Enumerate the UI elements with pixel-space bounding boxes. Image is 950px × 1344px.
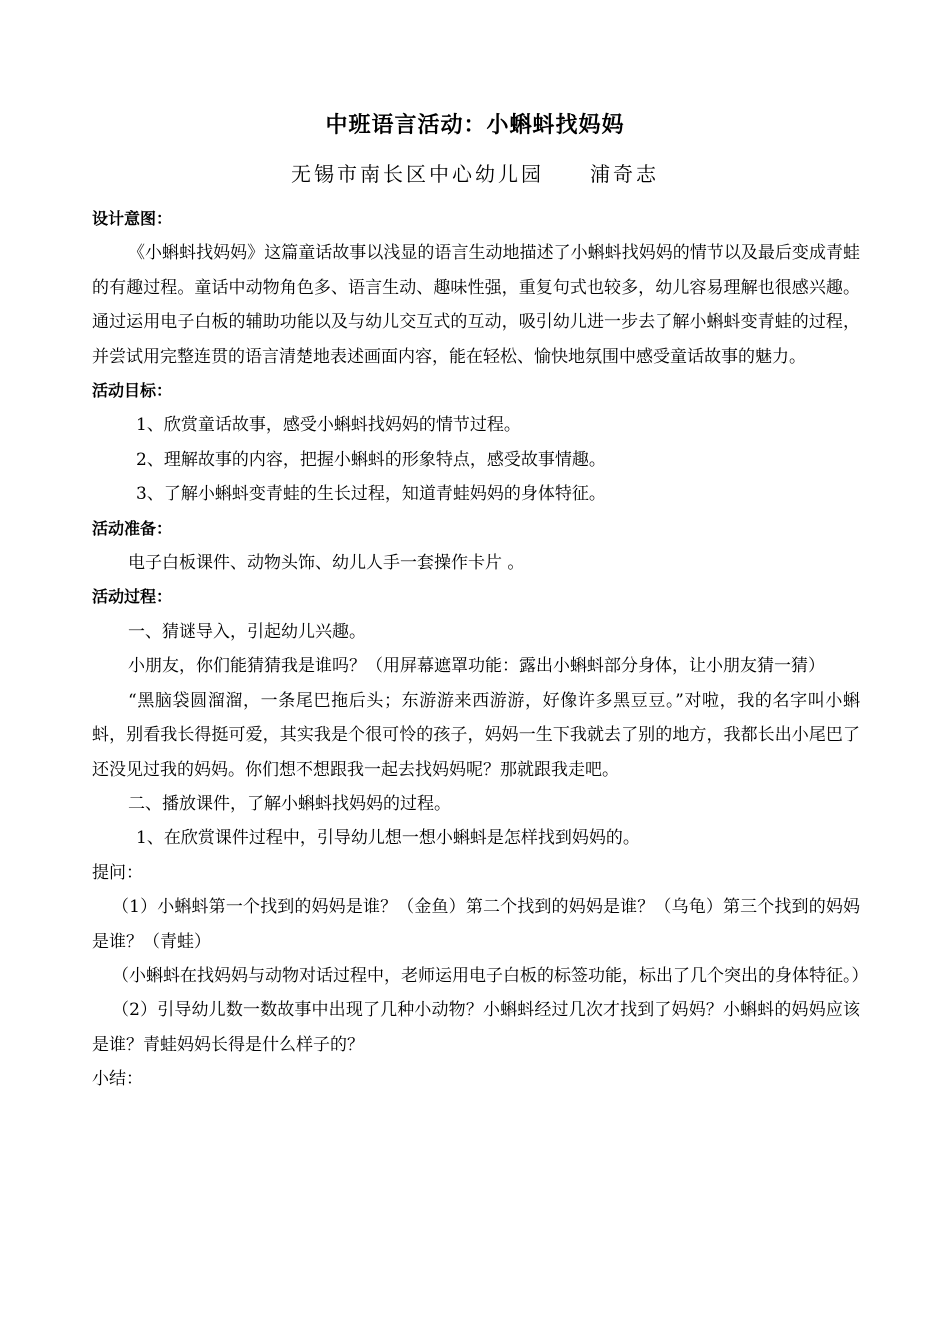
- prep-paragraph: 电子白板课件、动物头饰、幼儿人手一套操作卡片 。: [128, 553, 525, 574]
- goal-item-3: 3、了解小蝌蚪变青蛙的生长过程，知道青蛙妈妈的身体特征。: [136, 484, 606, 505]
- prep-heading: 活动准备：: [92, 518, 173, 538]
- question-label: 提问：: [92, 862, 143, 883]
- question-2: （2）引导幼儿数一数故事中出现了几种小动物？小蝌蚪经过几次才找到了妈妈？小蝌蚪的妈妈应该是谁？青蛙妈妈长得是什么样子的？: [92, 1000, 860, 1055]
- goal-item-2: 2、理解故事的内容，把握小蝌蚪的形象特点，感受故事情趣。: [136, 449, 606, 470]
- design-paragraph: 《小蝌蚪找妈妈》这篇童话故事以浅显的语言生动地描述了小蝌蚪找妈妈的情节以及最后变成青蛙的有趣过程。童话中动物角色多、语言生动、趣味性强，重复句式也较多，幼儿容易理解也很感兴趣。通过运用电子白板的辅助功能以及与幼儿交互式的互动，吸引幼儿进一步去了解小蝌蚪变青蛙的过程，并尝试用完整连贯的语言清楚地表述画面内容，能在轻松、愉快地氛围中感受童话故事的魅力。: [92, 243, 860, 367]
- process-paragraph-1: 小朋友，你们能猜猜我是谁吗？（用屏幕遮罩功能：露出小蝌蚪部分身体，让小朋友猜一猜）: [128, 656, 825, 677]
- process-heading: 活动过程：: [92, 587, 173, 607]
- process-paragraph-2: “黑脑袋圆溜溜，一条尾巴拖后头；东游游来西游游，好像许多黑豆豆。”对啦，我的名字叫小蝌蚪，别看我长得挺可爱，其实我是个很可怜的孩子，妈妈一生下我就去了别的地方，我都长出小尾巴了还没见过我的妈妈。你们想不想跟我一起去找妈妈呢？那就跟我走吧。: [92, 690, 860, 780]
- design-heading: 设计意图：: [92, 209, 173, 228]
- process-step-2: 二、播放课件，了解小蝌蚪找妈妈的过程。: [128, 793, 451, 814]
- goals-heading: 活动目标：: [92, 381, 173, 401]
- document-title: 中班语言活动：小蝌蚪找妈妈: [325, 113, 625, 138]
- goal-item-1: 1、欣赏童话故事，感受小蝌蚪找妈妈的情节过程。: [136, 415, 521, 436]
- process-sub-1: 1、在欣赏课件过程中，引导幼儿想一想小蝌蚪是怎样找到妈妈的。: [136, 828, 640, 849]
- author-school: 无锡市南长区中心幼儿园: [291, 162, 544, 186]
- author-name: 浦奇志: [590, 162, 659, 186]
- question-1: （1）小蝌蚪第一个找到的妈妈是谁？（金鱼）第二个找到的妈妈是谁？（乌龟）第三个找到的妈妈是谁？（青蛙）: [92, 897, 860, 952]
- process-step-1: 一、猜谜导入，引起幼儿兴趣。: [128, 621, 366, 642]
- document-body: [92, 202, 869, 1097]
- summary-label: 小结：: [92, 1069, 143, 1090]
- note-paragraph: （小蝌蚪在找妈妈与动物对话过程中，老师运用电子白板的标签功能，标出了几个突出的身体特征。）: [112, 965, 869, 986]
- author-line: [0, 158, 950, 187]
